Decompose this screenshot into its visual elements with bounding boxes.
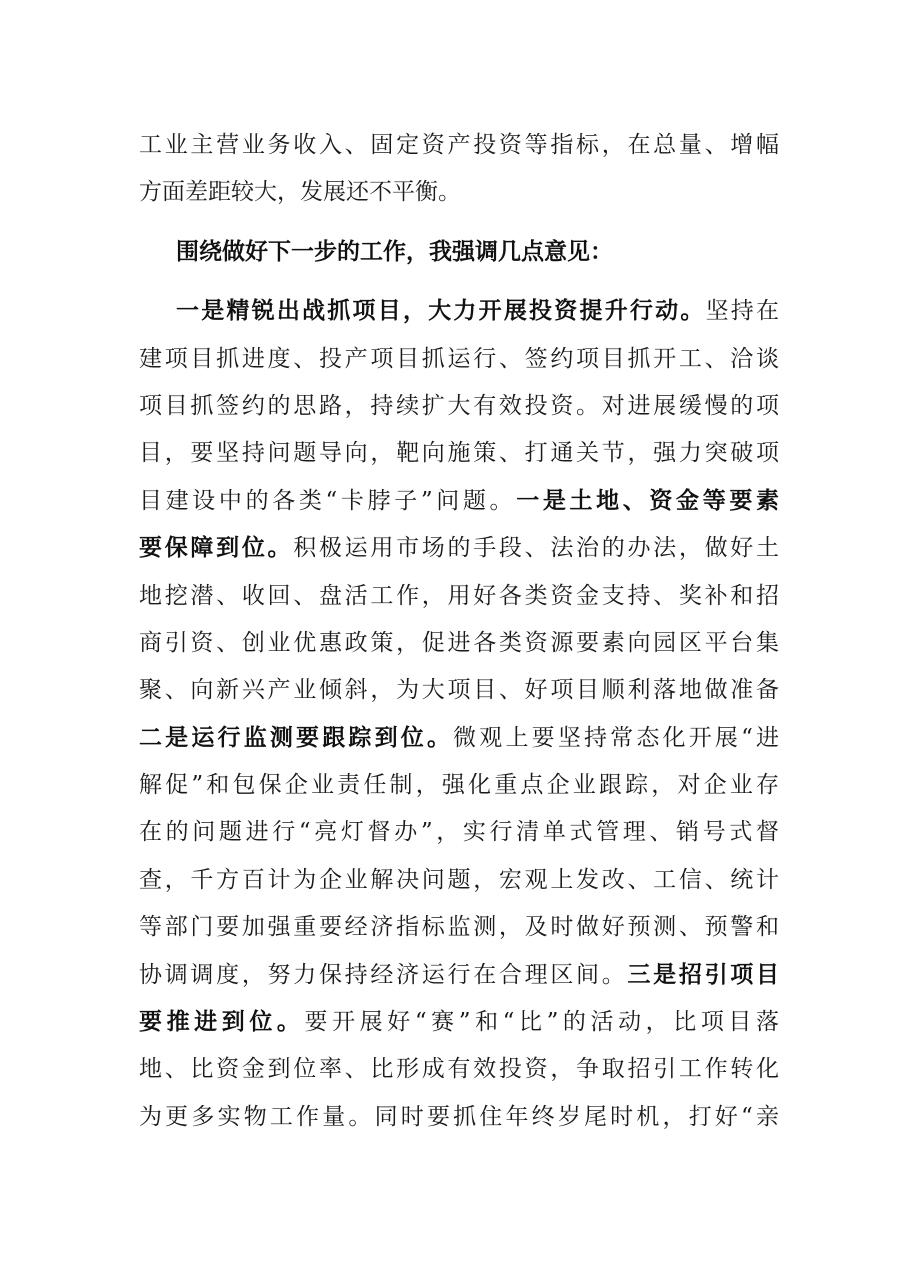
text-line: [139, 430, 779, 477]
document-body: [139, 122, 779, 1141]
body-text: 方面差距较大，发展还不平衡。: [139, 179, 461, 206]
text-line: [139, 122, 779, 169]
bold-text: 一是精锐出战抓项目，大力开展投资提升行动。: [176, 298, 706, 325]
body-text: 查，千方百计为企业解决问题，宏观上发改、工信、统计: [139, 866, 779, 893]
bold-text: 一是土地、资金等要素: [516, 487, 779, 514]
text-line: [139, 1094, 779, 1141]
text-line: [139, 229, 779, 276]
paragraph-gap: [139, 217, 779, 229]
body-text: 积极运用市场的手段、法治的办法，做好土: [293, 535, 780, 562]
text-line: [139, 857, 779, 904]
body-text: 地挖潜、收回、盘活工作，用好各类资金支持、奖补和招: [139, 582, 779, 609]
paragraph-gap: [139, 276, 779, 288]
body-text: 协调调度，努力保持经济运行在合理区间。: [139, 961, 628, 988]
body-text: 要开展好“赛”和“比”的活动，比项目落: [304, 1009, 779, 1036]
body-text: 微观上要坚持常态化开展“进: [453, 724, 780, 751]
text-line: [139, 904, 779, 951]
body-text: 坚持在: [705, 298, 780, 325]
text-line: [139, 999, 779, 1046]
text-line: [139, 1046, 779, 1093]
text-line: [139, 525, 779, 572]
bold-text: 要保障到位。: [139, 535, 294, 562]
body-text: 建项目抓进度、投产项目抓运行、签约项目抓开工、洽谈: [139, 345, 779, 372]
bold-text: 要推进到位。: [139, 1009, 305, 1036]
bold-text: 三是招引项目: [627, 961, 780, 988]
body-text: 解促”和包保企业责任制，强化重点企业跟踪，对企业存: [139, 772, 779, 799]
text-line: [139, 952, 779, 999]
text-line: [139, 715, 779, 762]
bold-text: 二是运行监测要跟踪到位。: [139, 724, 454, 751]
body-text: 在的问题进行“亮灯督办”，实行清单式管理、销号式督: [139, 819, 779, 846]
text-line: [139, 383, 779, 430]
text-line: [139, 288, 779, 335]
text-line: [139, 478, 779, 525]
body-text: 为更多实物工作量。同时要抓住年终岁尾时机，打好“亲: [139, 1103, 779, 1130]
text-line: [139, 667, 779, 714]
body-text: 目，要坚持问题导向，靶向施策、打通关节，强力突破项: [139, 440, 779, 467]
text-line: [139, 762, 779, 809]
text-line: [139, 573, 779, 620]
body-text: 工业主营业务收入、固定资产投资等指标，在总量、增幅: [139, 132, 779, 158]
body-text: 等部门要加强重要经济指标监测，及时做好预测、预警和: [139, 914, 779, 941]
body-text: 商引资、创业优惠政策，促进各类资源要素向园区平台集: [139, 629, 779, 656]
text-line: [139, 336, 779, 383]
body-text: 地、比资金到位率、比形成有效投资，争取招引工作转化: [139, 1056, 779, 1083]
text-line: [139, 169, 779, 216]
body-text: 目建设中的各类“卡脖子”问题。: [139, 487, 517, 514]
body-text: 项目抓签约的思路，持续扩大有效投资。对进展缓慢的项: [139, 392, 779, 419]
bold-text: 围绕做好下一步的工作，我强调几点意见：: [176, 238, 613, 265]
text-line: [139, 620, 779, 667]
text-line: [139, 809, 779, 856]
body-text: 聚、向新兴产业倾斜，为大项目、好项目顺利落地做准备: [139, 677, 779, 704]
